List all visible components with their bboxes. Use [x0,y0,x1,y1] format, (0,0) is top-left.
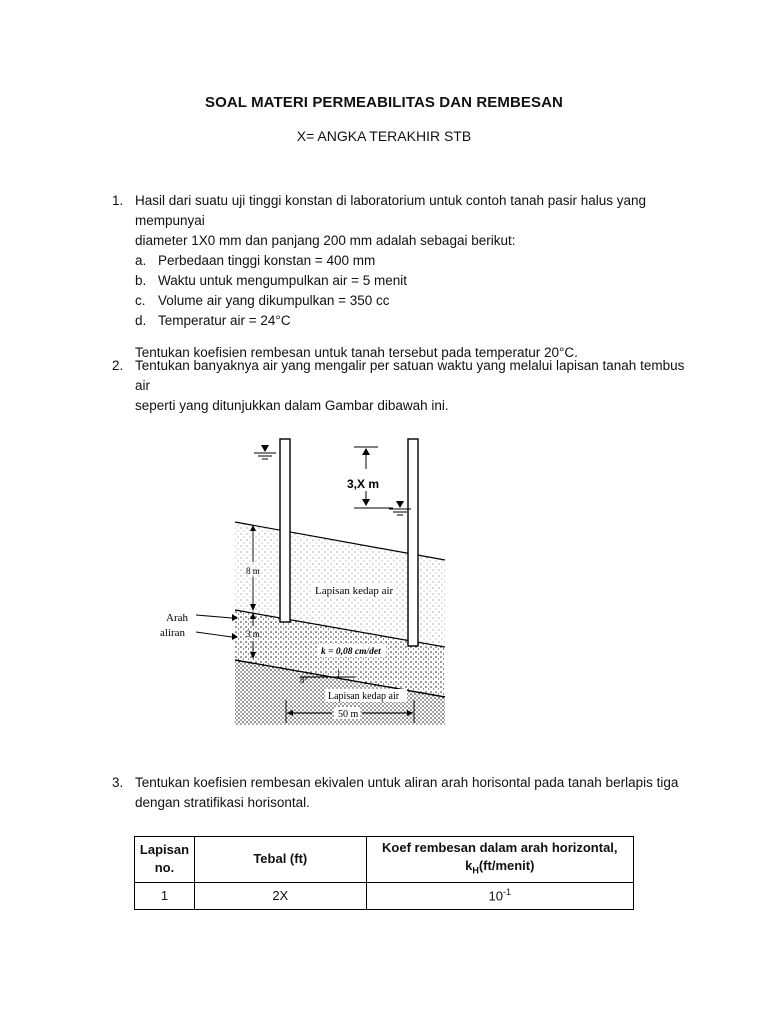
item-label: c. [135,293,146,308]
question-2 [112,356,692,416]
list-item [135,311,692,331]
question-instruction: Tentukan koefisien rembesan untuk tanah tersebut pada temperatur 20°C. [135,345,578,360]
cell-layer-no: 1 [135,882,195,909]
head-label: 3,X m [347,477,380,491]
list-item [135,251,692,271]
column-header-thickness: Tebal (ft) [194,837,366,883]
question-text-line: seperti yang ditunjukkan dalam Gambar dibawah ini. [135,398,449,413]
item-text: Volume air yang dikumpulkan = 350 cc [158,293,390,308]
question-3 [112,773,692,813]
question-number: 2. [112,358,124,373]
question-text-line: Tentukan koefisien rembesan ekivalen untuk aliran arah horisontal pada tanah berlapis tiga [135,775,679,790]
table-header-row [135,837,634,883]
question-number: 3. [112,775,124,790]
question-text-line: Tentukan banyaknya air yang mengalir per satuan waktu yang melalui lapisan tanah tembus air [135,358,685,393]
item-label: d. [135,313,147,328]
angle-label: 8° [300,675,309,685]
item-label: a. [135,253,147,268]
cell-permeability: $10^{-1}$ [366,882,633,909]
item-text: Temperatur air = 24°C [158,313,291,328]
flow-arrow-icon [196,614,238,640]
cell-thickness: 2X [194,882,366,909]
question-number: 1. [112,193,124,208]
document-subtitle: X= ANGKA TERAKHIR STB [296,128,472,144]
length-label: 50 m [338,709,359,720]
item-label: b. [135,273,147,288]
flow-direction-label: Arah [166,612,188,624]
question-1 [112,191,692,363]
item-text: Perbedaan tinggi konstan = 400 mm [158,253,376,268]
question-text-line: dengan stratifikasi horisontal. [135,795,310,810]
permeability-table [134,836,634,910]
table-row [135,882,634,909]
permeability-label: k = 0,08 cm/det [321,647,381,657]
right-piezometer [408,439,418,646]
question-text-line: diameter 1X0 mm dan panjang 200 mm adalah sebagai berikut: [135,233,516,248]
water-level-icon [254,445,276,459]
depth-label-mid: 3 m [246,629,260,639]
item-text: Waktu untuk mengumpulkan air = 5 menit [158,273,407,288]
column-header-permeability: Koef rembesan dalam arah horizontal, $k_H(ft/menit)$ [366,837,633,883]
list-item [135,291,692,311]
depth-label-top: 8 m [246,566,260,576]
column-header-layer: Lapisan no. [135,837,195,883]
bottom-layer-label: Lapisan kedap air [328,691,400,702]
flow-direction-label: aliran [160,627,186,639]
document-title: SOAL MATERI PERMEABILITAS DAN REMBESAN [205,94,563,111]
seepage-diagram [150,425,460,745]
top-layer-label: Lapisan kedap air [315,585,394,597]
question-text-line: Hasil dari suatu uji tinggi konstan di laboratorium untuk contoh tanah pasir halus yang mempunyai [135,193,647,228]
list-item [135,271,692,291]
left-piezometer [280,439,290,622]
